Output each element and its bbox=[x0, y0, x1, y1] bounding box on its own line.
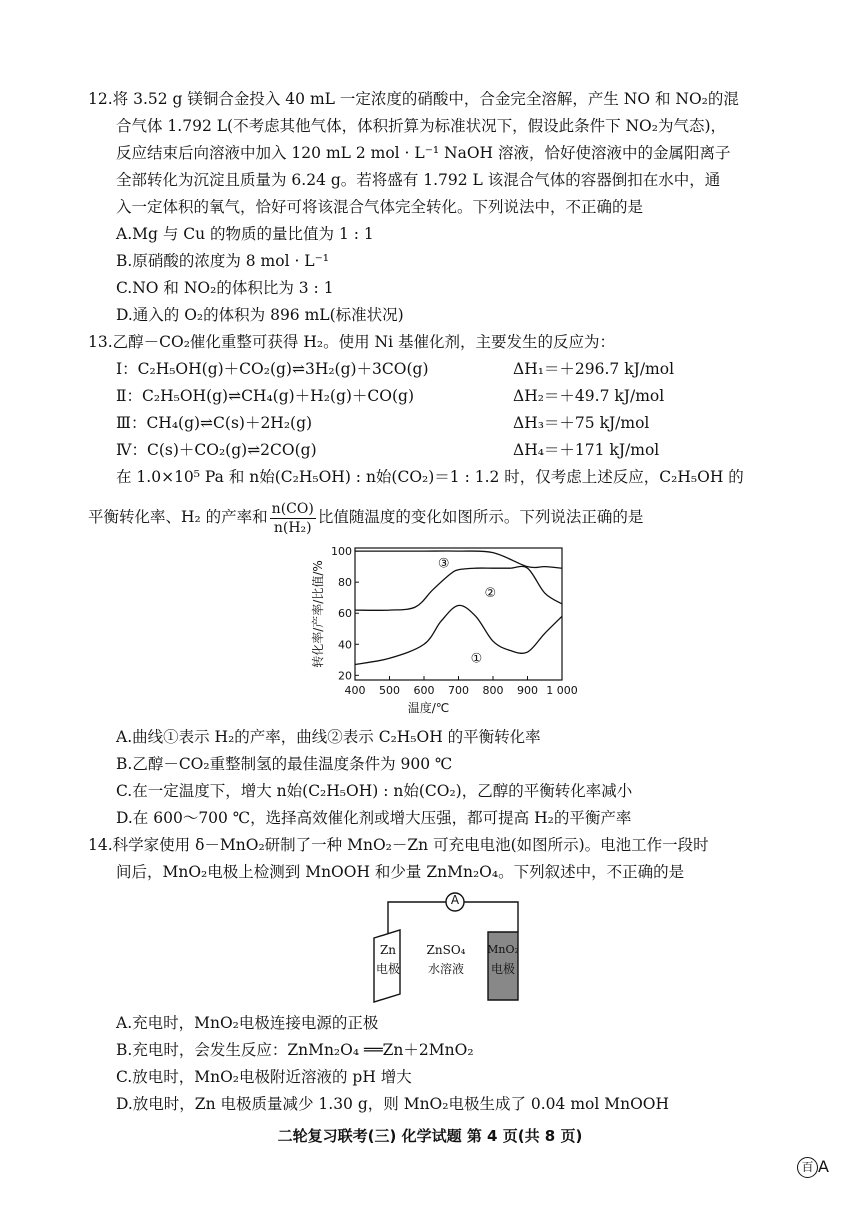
page-footer: 二轮复习联考(三) 化学试题 第 4 页(共 8 页) bbox=[277, 1127, 583, 1145]
paper-mark-letter: A bbox=[818, 1157, 829, 1176]
q12-line: 入一定体积的氧气，恰好可将该混合气体完全转化。下列说法中，不正确的是 bbox=[116, 198, 644, 216]
q12-option-b: B.原硝酸的浓度为 8 mol · L⁻¹ bbox=[116, 252, 329, 270]
y-tick-label: 60 bbox=[338, 607, 352, 621]
x-tick-label: 400 bbox=[344, 684, 366, 697]
x-tick-label: 600 bbox=[413, 684, 435, 697]
question-12 bbox=[88, 86, 738, 329]
q12-option-c: C.NO 和 NO₂的体积比为 3 : 1 bbox=[116, 279, 334, 297]
y-tick-label: 40 bbox=[338, 638, 352, 652]
fraction-numerator: n(CO) bbox=[271, 500, 314, 517]
series-line-3 bbox=[355, 551, 562, 568]
q13-option-d: D.在 600～700 ℃，选择高效催化剂或增大压强，都可提高 H₂的平衡产率 bbox=[116, 809, 632, 827]
reaction-enthalpy: ΔH₂＝＋49.7 kJ/mol bbox=[513, 387, 665, 405]
q12-line: 全部转化为沉淀且质量为 6.24 g。若将盛有 1.792 L 该混合气体的容器倒扣在水中，通 bbox=[116, 171, 721, 189]
y-tick-label: 100 bbox=[331, 545, 352, 559]
ammeter-label: A bbox=[450, 893, 460, 907]
q13-options bbox=[88, 724, 738, 832]
q13-condition: 在 1.0×10⁵ Pa 和 n始(C₂H₅OH) : n始(CO₂)＝1 : 1.2 时，仅考虑上述反应，C₂H₅OH 的 bbox=[116, 468, 744, 486]
paper-mark bbox=[797, 1157, 829, 1178]
reaction-enthalpy: ΔH₃＝＋75 kJ/mol bbox=[513, 414, 650, 432]
q12-line: 12.将 3.52 g 镁铜合金投入 40 mL 一定浓度的硝酸中，合金完全溶解，产生 NO 和 NO₂的混 bbox=[88, 90, 739, 108]
q13-intro: 13.乙醇－CO₂催化重整可获得 H₂。使用 Ni 基催化剂，主要发生的反应为： bbox=[88, 333, 615, 351]
ratio-fraction bbox=[270, 500, 316, 537]
fraction-denominator: n(H₂) bbox=[273, 519, 312, 536]
reaction-4 bbox=[88, 437, 738, 464]
battery-diagram bbox=[360, 888, 550, 1008]
temperature-chart bbox=[300, 540, 590, 725]
x-tick-label: 700 bbox=[448, 684, 469, 697]
series-line-1 bbox=[355, 605, 562, 667]
reaction-2 bbox=[88, 383, 738, 410]
series-label: ③ bbox=[437, 556, 450, 572]
question-13 bbox=[88, 329, 744, 537]
q13-option-a: A.曲线①表示 H₂的产率，曲线②表示 C₂H₅OH 的平衡转化率 bbox=[116, 728, 541, 746]
reaction-enthalpy: ΔH₄＝＋171 kJ/mol bbox=[513, 441, 660, 459]
mno2-label-2: 电极 bbox=[490, 962, 515, 976]
q12-line: 反应结束后向溶液中加入 120 mL 2 mol · L⁻¹ NaOH 溶液，恰好使溶液中的金属阳离子 bbox=[116, 144, 731, 162]
reaction-equation: Ⅰ：C₂H₅OH(g)＋CO₂(g)⇌3H₂(g)＋3CO(g) bbox=[116, 360, 429, 378]
condition-text-post: 比值随温度的变化如图所示。下列说法正确的是 bbox=[317, 508, 644, 526]
x-tick-label: 1 000 bbox=[546, 684, 578, 697]
x-tick-label: 500 bbox=[379, 684, 400, 697]
q14-option-c: C.放电时，MnO₂电极附近溶液的 pH 增大 bbox=[116, 1068, 412, 1086]
series-label: ② bbox=[484, 586, 497, 602]
x-tick-label: 800 bbox=[482, 684, 504, 697]
q13-condition-2 bbox=[88, 497, 738, 537]
question-14 bbox=[88, 832, 738, 886]
series-label: ① bbox=[470, 651, 483, 667]
q14-option-d: D.放电时，Zn 电极质量减少 1.30 g，则 MnO₂电极生成了 0.04 mol MnOOH bbox=[116, 1095, 670, 1113]
zn-label-2: 电极 bbox=[375, 962, 400, 976]
x-tick-label: 900 bbox=[517, 684, 538, 697]
q14-line: 间后，MnO₂电极上检测到 MnOOH 和少量 ZnMn₂O₄。下列叙述中，不正确的是 bbox=[116, 863, 685, 881]
mno2-label: MnO₂ bbox=[487, 943, 519, 956]
x-axis-label: 温度/℃ bbox=[407, 701, 450, 715]
reaction-1 bbox=[88, 356, 738, 383]
series-line-2 bbox=[355, 566, 562, 610]
y-tick-label: 20 bbox=[338, 669, 352, 683]
q12-option-a: A.Mg 与 Cu 的物质的量比值为 1 : 1 bbox=[116, 225, 374, 243]
solution-label-2: 水溶液 bbox=[427, 962, 464, 976]
reaction-equation: Ⅱ：C₂H₅OH(g)⇌CH₄(g)＋H₂(g)＋CO(g) bbox=[116, 387, 415, 405]
q14-option-b: B.充电时，会发生反应：ZnMn₂O₄ ══Zn＋2MnO₂ bbox=[116, 1041, 474, 1059]
q12-line: 合气体 1.792 L(不考虑其他气体，体积折算为标准状况下，假设此条件下 NO₂为气态)， bbox=[116, 117, 727, 135]
q14-option-a: A.充电时，MnO₂电极连接电源的正极 bbox=[116, 1014, 379, 1032]
q13-option-b: B.乙醇－CO₂重整制氢的最佳温度条件为 900 ℃ bbox=[116, 755, 453, 773]
reaction-enthalpy: ΔH₁＝＋296.7 kJ/mol bbox=[513, 360, 675, 378]
reaction-equation: Ⅳ：C(s)＋CO₂(g)⇌2CO(g) bbox=[116, 441, 317, 459]
q14-options bbox=[88, 1010, 738, 1118]
condition-text-pre: 平衡转化率、H₂ 的产率和 bbox=[88, 508, 268, 526]
q14-line: 14.科学家使用 δ－MnO₂研制了一种 MnO₂－Zn 可充电电池(如图所示)。电池工作一段时 bbox=[88, 836, 709, 854]
q13-option-c: C.在一定温度下，增大 n始(C₂H₅OH) : n始(CO₂)，乙醇的平衡转化率减小 bbox=[116, 782, 633, 800]
reaction-equation: Ⅲ：CH₄(g)⇌C(s)＋2H₂(g) bbox=[116, 414, 313, 432]
solution-label: ZnSO₄ bbox=[426, 943, 466, 957]
reaction-3 bbox=[88, 410, 738, 437]
paper-mark-circle: 百 bbox=[797, 1157, 818, 1178]
y-axis-label: 转化率/产率/比值/% bbox=[311, 560, 325, 668]
q12-option-d: D.通入的 O₂的体积为 896 mL(标准状况) bbox=[116, 306, 404, 324]
y-tick-label: 80 bbox=[338, 576, 352, 590]
zn-label: Zn bbox=[379, 943, 397, 957]
